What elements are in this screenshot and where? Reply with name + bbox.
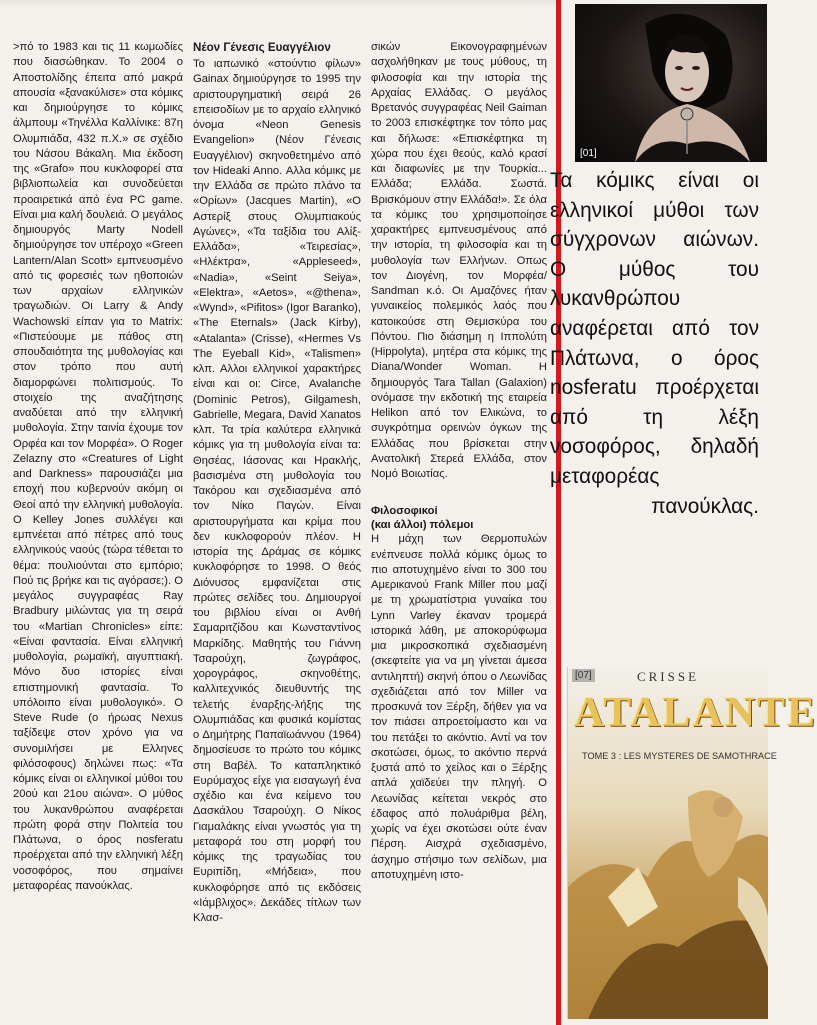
cover-title: ATALANTE [574, 690, 817, 736]
section-heading-evangelion: Νέον Γένεσις Ευαγγέλιον [193, 41, 331, 54]
section-heading-wars-line2: (και άλλοι) πόλεμοι [371, 519, 474, 532]
column-3-text-b: Η μάχη των Θερμοπυλών ενέπνευσε πολλά κόμικς όμως το πιο αποτυχημένο είναι το 300 του Αμερικανού Frank Miller που μαζί με τη χρωματίστρια γυναίκα του Lynn Varley έκαναν τρομερά ιστορικά λάθη, με αποκορύφωμα μια μικροσκοπικά σχεδιασμένη (σκεφτείτε για να μη γίνεται άμεσα αντιληπτή) σκηνή όπου ο Λεωνίδας σχεδιάζεται από τον Miller να προσκυνά τον Ξέρξη, δήθεν για να τον πιάσει απροετοίμαστο και να του πετάξει το ακόντιο. Αντί να τον σκοτώσει, όμως, το ακόντιο περνά ξυστά από το χείλος και ο Ξέρξης απλά χαϊδεύει την πληγή. Ο Λεωνίδας κείτεται νεκρός στο έδαφος από πολυάριθμα βέλη, χωρίς να έχει σκοτώσει ούτε έναν Πέρση. Αισχρά σχεδιασμένο, άσχημο στήσιμο των σελίδων, μια αποτυχημένη ιστο- [371, 533, 547, 881]
column-1-text: >πό το 1983 και τις 11 κωμωδίες που διασώθηκαν. Το 2004 ο Αποστολίδης έπειτα από μακρά απουσία «ξανακύλισε» στα κόμικς και δημιούργησε το κόμικς άλμπουμ «Τηνέλλα Καλλίνικε: 87η Ολυμπιάδα, 432 π.Χ.» σε σχέδιο του Νάσου Βάκαλη. Μια έκδοση της «Grafo» που κυκλοφορεί στα βιβλιοπωλεία και συνοδεύεται προαιρετικά από ένα PC game. Είναι μια καλή δουλειά. Ο μεγάλος δημιουργός Marty Nodell δημιούργησε τον υπέροχο «Green Lantern/Alan Scott» εμπνευσμένο από τις φορεσιές των ηθοποιών των αρχαίων ελληνικών τραγωδιών. Οι Larry & Andy Wachowski είπαν για το Matrix: «Πιστεύουμε με πάθος στη σπουδαιότητα της μυθολογίας και στον τρόπο που αυτή διαμορφώνει πολιτισμούς. Το στοιχείο της αναζήτησης αναδύεται από την ελληνική μυθολογία. Στην ταινία έχουμε τον Ορφέα και τον Μορφέα». Ο Roger Zelazny στο «Creatures of Light and Darkness» παρουσιάζει μια εποχή που κυβερνούν ακόμη οι Θεοί από την ελληνική μυθολογία. Ο Kelley Jones συλλέγει και εμπνέεται από πέτρες από τους ελληνικούς ναούς (τώρα τέθεται το θέμα: πουλιούνται στο εμπόριο; Πού τις βρήκε και τις αγόρασε;). Ο μεγάλος συγγραφέας Ray Bradbury μιλώντας για τη σειρά του «Martian Chronicles» είπε: «Είναι φαντασία. Είναι ελληνική μυθολογία, ρωμαϊκή, αιγυπτιακή. Μόνο δυο ιστορίες είναι επιστημονική φαντασία. Το υπόλοιπο είναι μυθολογικό». Ο Steve Rude (ο ήρωας Nexus ταξίδεψε στον χρόνο για να συνομιλήσει με Ελληνες φιλόσοφους) δηλώνει πως: «Τα κόμικς είναι οι ελληνικοί μύθοι του 20ού και 21ου αιώνα». Ο μύθος του λυκανθρώπου αναφέρεται πρώτη φορά στην Πολιτεία του Πλάτωνα, ο όρος nosferatu προέρχεται από την ελληνική λέξη νοσοφόρος, που σημαίνει μεταφορέας πανούκλας. [13, 41, 183, 892]
article-column-3 [371, 40, 547, 1020]
section-heading-wars-line1: Φιλοσοφικοί [371, 505, 438, 518]
page-top-edge [0, 0, 556, 8]
pull-quote: Τα κόμικς είναι οι ελληνικοί μύθοι των σύγχρονων αιώνων. Ο μύθος του λυκανθρώπου αναφέρεται από τον Πλάτωνα, ο όρος nosferatu προέρχεται από τη λέξη νοσοφόρος, δηλαδή μεταφορέας πανούκλας. [550, 169, 759, 518]
column-3-text-a: σικών Εικονογραφημένων ασχολήθηκαν με τους μύθους, τη φιλοσοφία και την ιστορία της Αρχαίας Ελλάδας. Ο μεγάλος Βρετανός συγγραφέας Neil Gaiman το 2003 επισκέφτηκε τον τόπο μας και δήλωσε: «Επισκέφτηκα τη χώρα που έχει θεούς, καλό κρασί και διαφωνίες με την Τουρκία... Ελλάδα; Ελλάδα. Σωστά. Βρισκόμουν στην Ελλάδα!». Σε όλα τα κόμικς του χρησιμοποίησε χαρακτήρες εμπνευσμένους από την ιστορία, τη φιλοσοφία και τη μυθολογία των Ελλήνων. Οπως τον Διογένη, τον Μορφέα/ Sandman κ.ό. Οι Αμαζόνες ήταν γυναικείος πολεμικός λαός που κατοικούσε στη Θεμισκύρα του Πόντου. Πιο διάσημη η Ιππολύτη (Hippolyta), μητέρα στα κόμικς της Diana/Wonder Woman. Η δημιουργός Tara Tallan (Galaxion) ονόμασε την εκδοτική της εταιρεία Helikon από τον Ελικώνα, το συγκρότημα ορεινών όγκων της Ελλάδας που βρίσκεται στην Ανατολική Στερεά Ελλάδα, στον Νομό Βοιωτίας. [371, 41, 547, 480]
article-column-1 [13, 40, 183, 1020]
cover-artwork [568, 667, 817, 1019]
cover-author: CRISSE [636, 669, 700, 684]
gothic-portrait-illustration [575, 4, 767, 162]
column-2-text: Το ιαπωνικό «στούντιο φίλων» Gainax δημιούργησε το 1995 την αριστουργηματική σειρά 26 επεισοδίων με το αρχαίο ελληνικό όνομα «Neon Genesis Evangelion» (Νέον Γένεσις Ευαγγέλιον) σκηνοθετημένο από τον Hideaki Anno. Αλλα κόμικς με την Ελλάδα σε πρώτο πλάνο τα «Ορίων» (Jacques Martin), «Ο Αστερίξ στους Ολυμπιακούς Αγώνες», «Τα ταξίδια του Αλίξ-Ελλάδα», «Τειρεσίας», «Ηλέκτρα», «Appleseed», «Nadia», «Seint Seiya», «Elektra», «Aetos», «@thena», «Wynd», «Pifitos» (Igor Baranko), «The Eternals» (Jack Kirby), «Atalanta» (Crisse), «Hermes Vs The Eyeball Kid», «Talismen» κλπ. Αλλοι ελληνικοί χαρακτήρες είναι και οι: Circe, Avalanche (Dominic Petros), Gilgamesh, Gabrielle, Megara, David Xanatos κλπ. Τα τρία καλύτερα ελληνικά κόμικς για τη μυθολογία είναι τα: Θησέας, Ιάσονας και Ηρακλής, βασισμένα στη μυθολογία του Τακόρου και σχεδιασμένα από τον Νίκο Παγών. Είναι αριστουργήματα και κρίμα που δεν κυκλοφορούν πλέον. Η ιστορία της Δράμας σε κόμικς κυκλοφόρησε το 1998. Ο θεός Διόνυσος εμφανίζεται στις πρώτες σελίδες του. Δημιουργοί του βιβλίου είναι οι Ανθή Σαμαριτζίδου και Κωνσταντίνος Μαρκίδης. Μαθητής του Γιάννη Τσαρούχη, ζωγράφος, χορογράφος, σκηνοθέτης, καλλιτεχνικός διευθυντής της τελετής έναρξης-λήξης της Ολυμπιάδας και φυσικά κομίστας ο Δημήτρης Παπαϊωάννου (1964) δημοσίευσε το πρώτο του κόμικς στη Βαβέλ. Το καταπληκτικό Ευρύμαχος είχε για εισαγωγή ένα σχέδιο και ένα κείμενο του Δασκάλου Τσαρούχη. Ο Νίκος Γιαμαλάκης είναι γνωστός για τη μεταφορά του στη μορφή του κόμικς της τραγωδίας του Ευριπίδη, «Μήδεια», που κυκλοφόρησε από τις εκδόσεις «Ιάμβλιχος». Δεκάδες τίτλων των Κλασ- [193, 58, 361, 924]
atalante-cover-image [567, 667, 817, 1019]
article-column-2 [193, 40, 361, 1020]
portrait-artwork [575, 4, 767, 162]
cover-subtitle: TOME 3 : LES MYSTERES DE SAMOTHRACE [582, 751, 777, 761]
image-tag-01: [01] [577, 147, 600, 160]
image-tag-07: [07] [572, 669, 595, 682]
section-heading-wars [371, 504, 547, 532]
